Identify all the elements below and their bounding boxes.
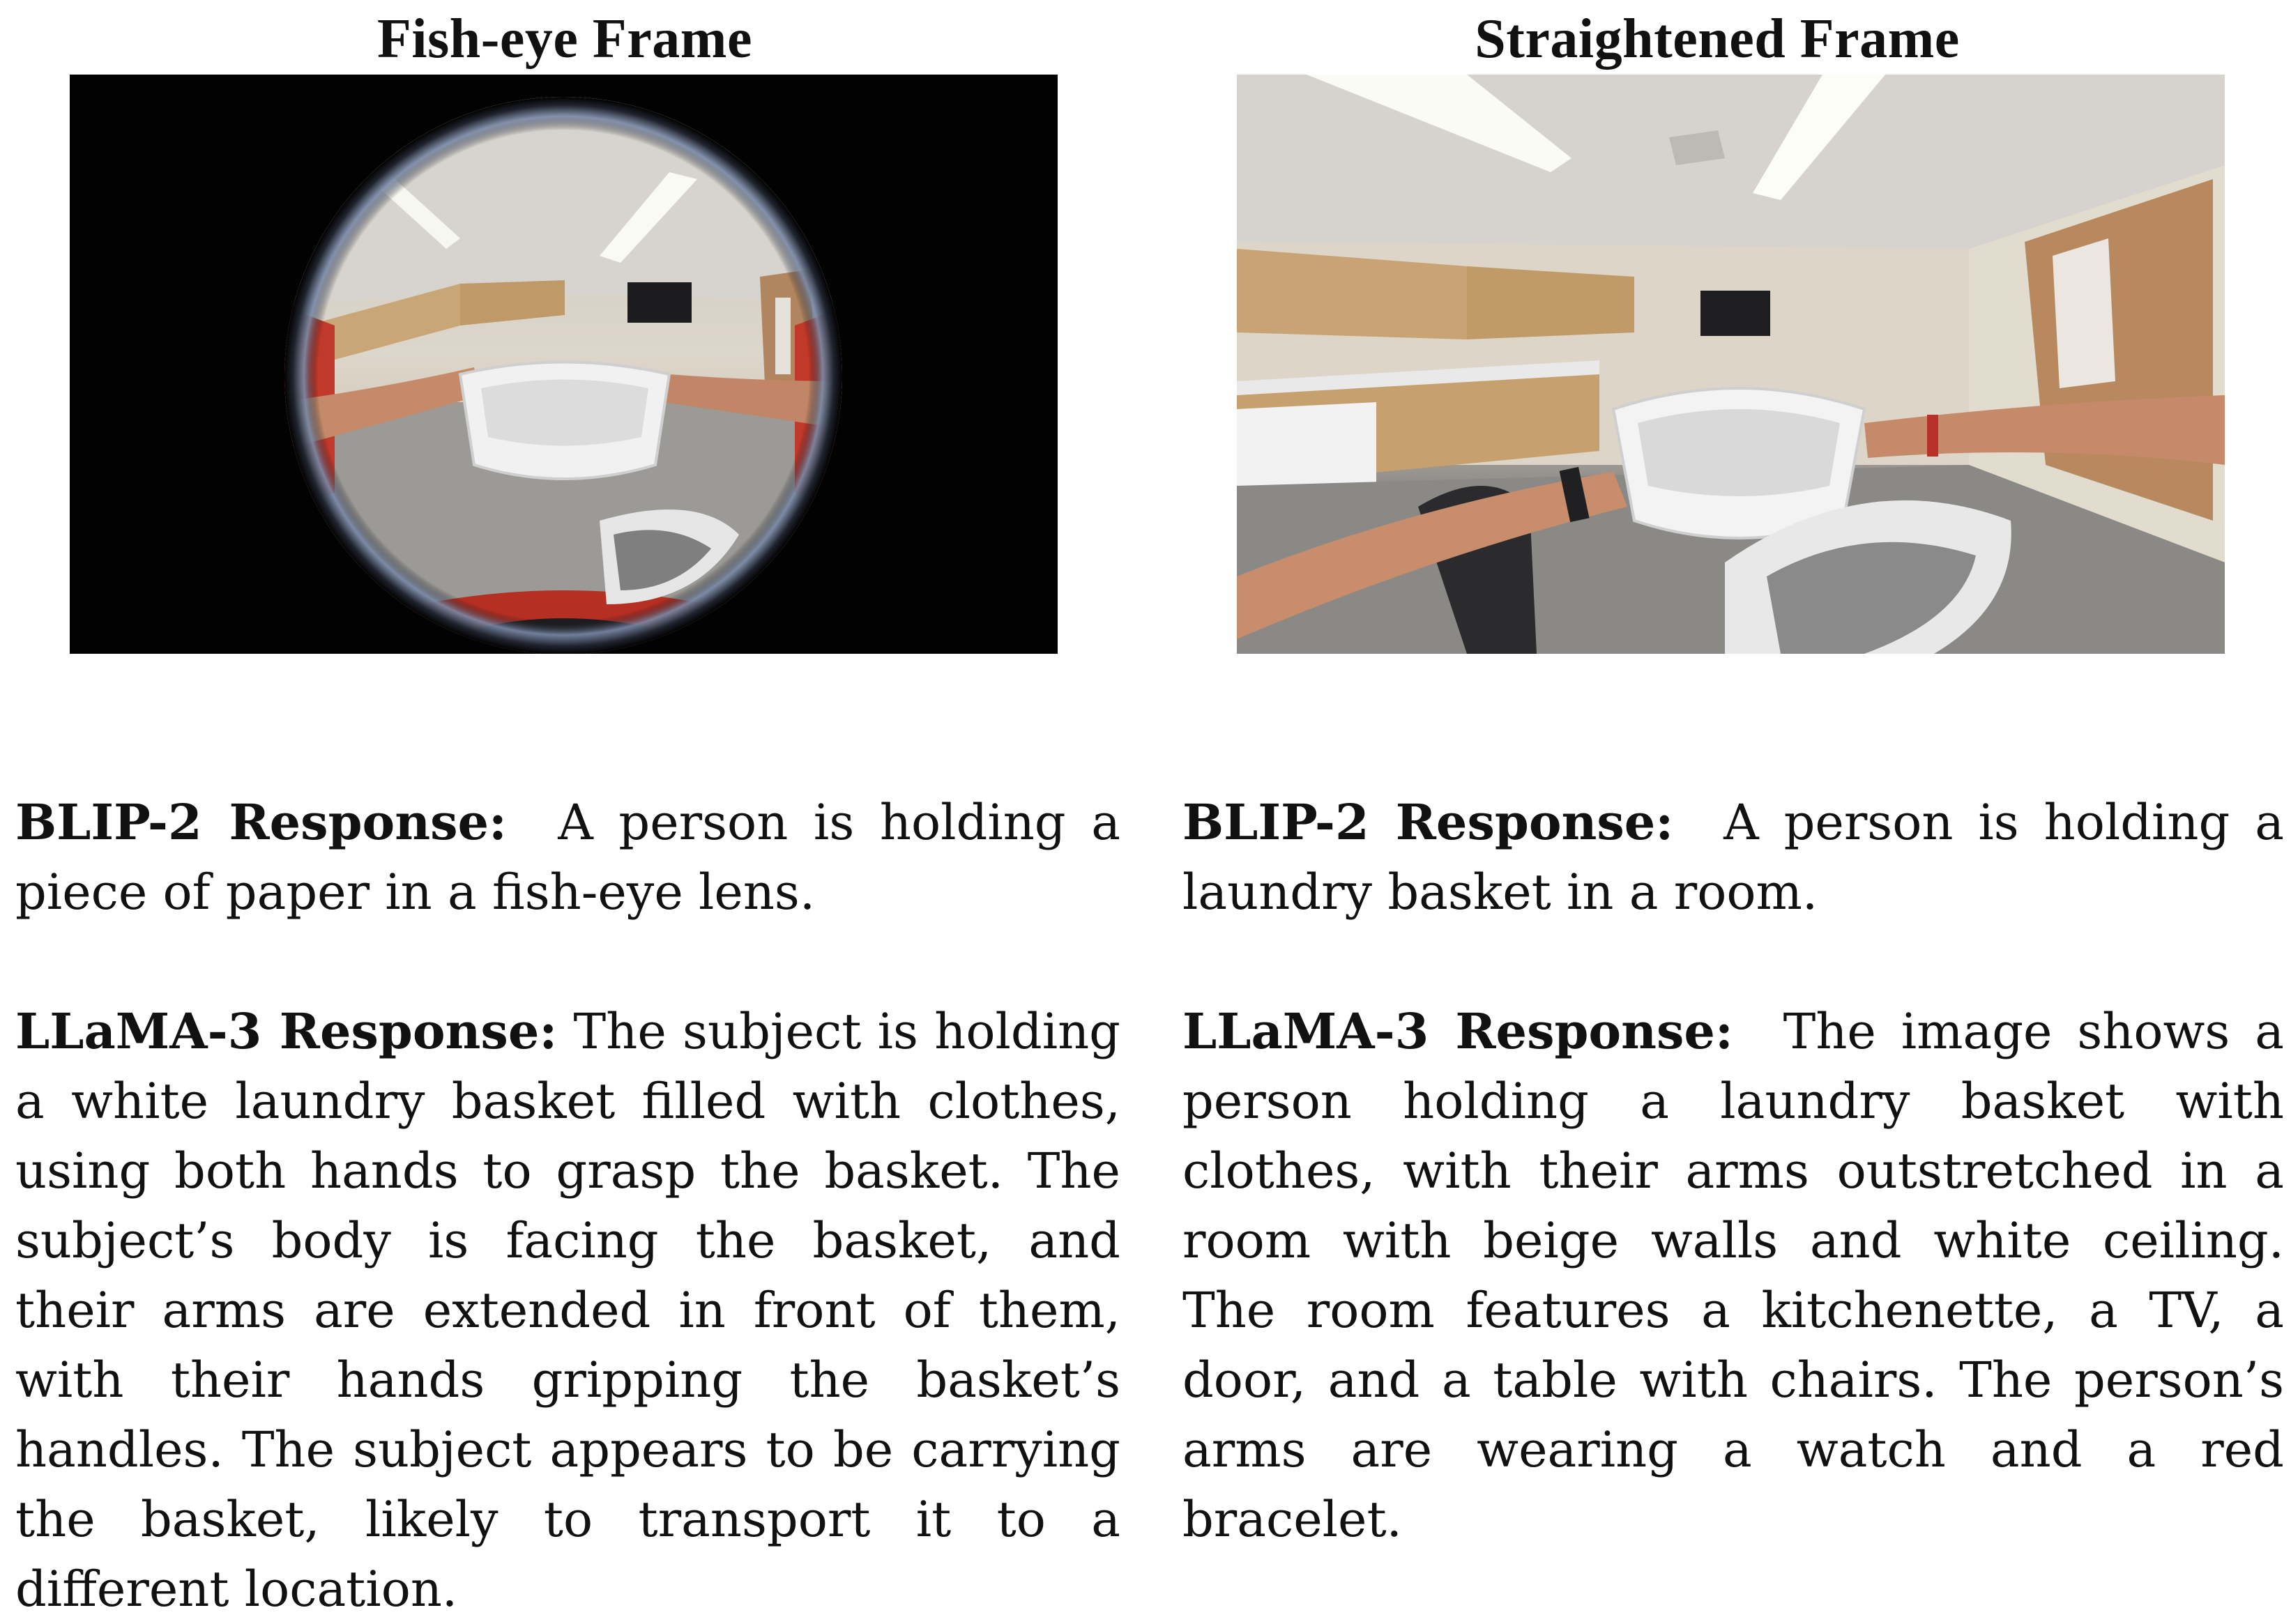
straightened-llama3-response bbox=[1182, 997, 2284, 1554]
straightened-frame-image bbox=[1237, 75, 2225, 654]
straightened-frame-title: Straightened Frame bbox=[1475, 8, 1960, 70]
fisheye-scene-graphic bbox=[70, 75, 1058, 654]
fisheye-blip2-response bbox=[15, 788, 1120, 927]
fisheye-llama3-response bbox=[15, 997, 1120, 1624]
straightened-scene-graphic bbox=[1237, 75, 2225, 654]
fisheye-frame-image bbox=[70, 75, 1058, 654]
straightened-blip2-response bbox=[1182, 788, 2284, 927]
fisheye-llama3-text: The subject is holding a white laundry basket filled with clothes, using both hands to grasp the basket. The subject’s body is facing the basket, and their arms are extended in front of them, with their hands gripping the basket’s handles. The subject appears to be carrying the basket, likely to transport it to a different location. bbox=[15, 1003, 1120, 1618]
straightened-blip2-label: BLIP-2 Response: bbox=[1182, 793, 1674, 851]
straightened-llama3-label: LLaMA-3 Response: bbox=[1182, 1002, 1733, 1060]
fisheye-blip2-text: A person is holding a piece of paper in a fish-eye lens. bbox=[15, 794, 1120, 921]
fisheye-llama3-label: LLaMA-3 Response: bbox=[15, 1002, 558, 1060]
fisheye-frame-title: Fish-eye Frame bbox=[377, 8, 752, 70]
fisheye-blip2-label: BLIP-2 Response: bbox=[15, 793, 507, 851]
straightened-blip2-text: A person is holding a laundry basket in a room. bbox=[1182, 794, 2285, 921]
straightened-llama3-text: The image shows a person holding a laundry basket with clothes, with their arms outstretched in a room with beige walls and white ceiling. The room features a kitchenette, a TV, a door, and a table with chairs. The person’s arms are wearing a watch and a red bracelet. bbox=[1182, 1003, 2284, 1548]
